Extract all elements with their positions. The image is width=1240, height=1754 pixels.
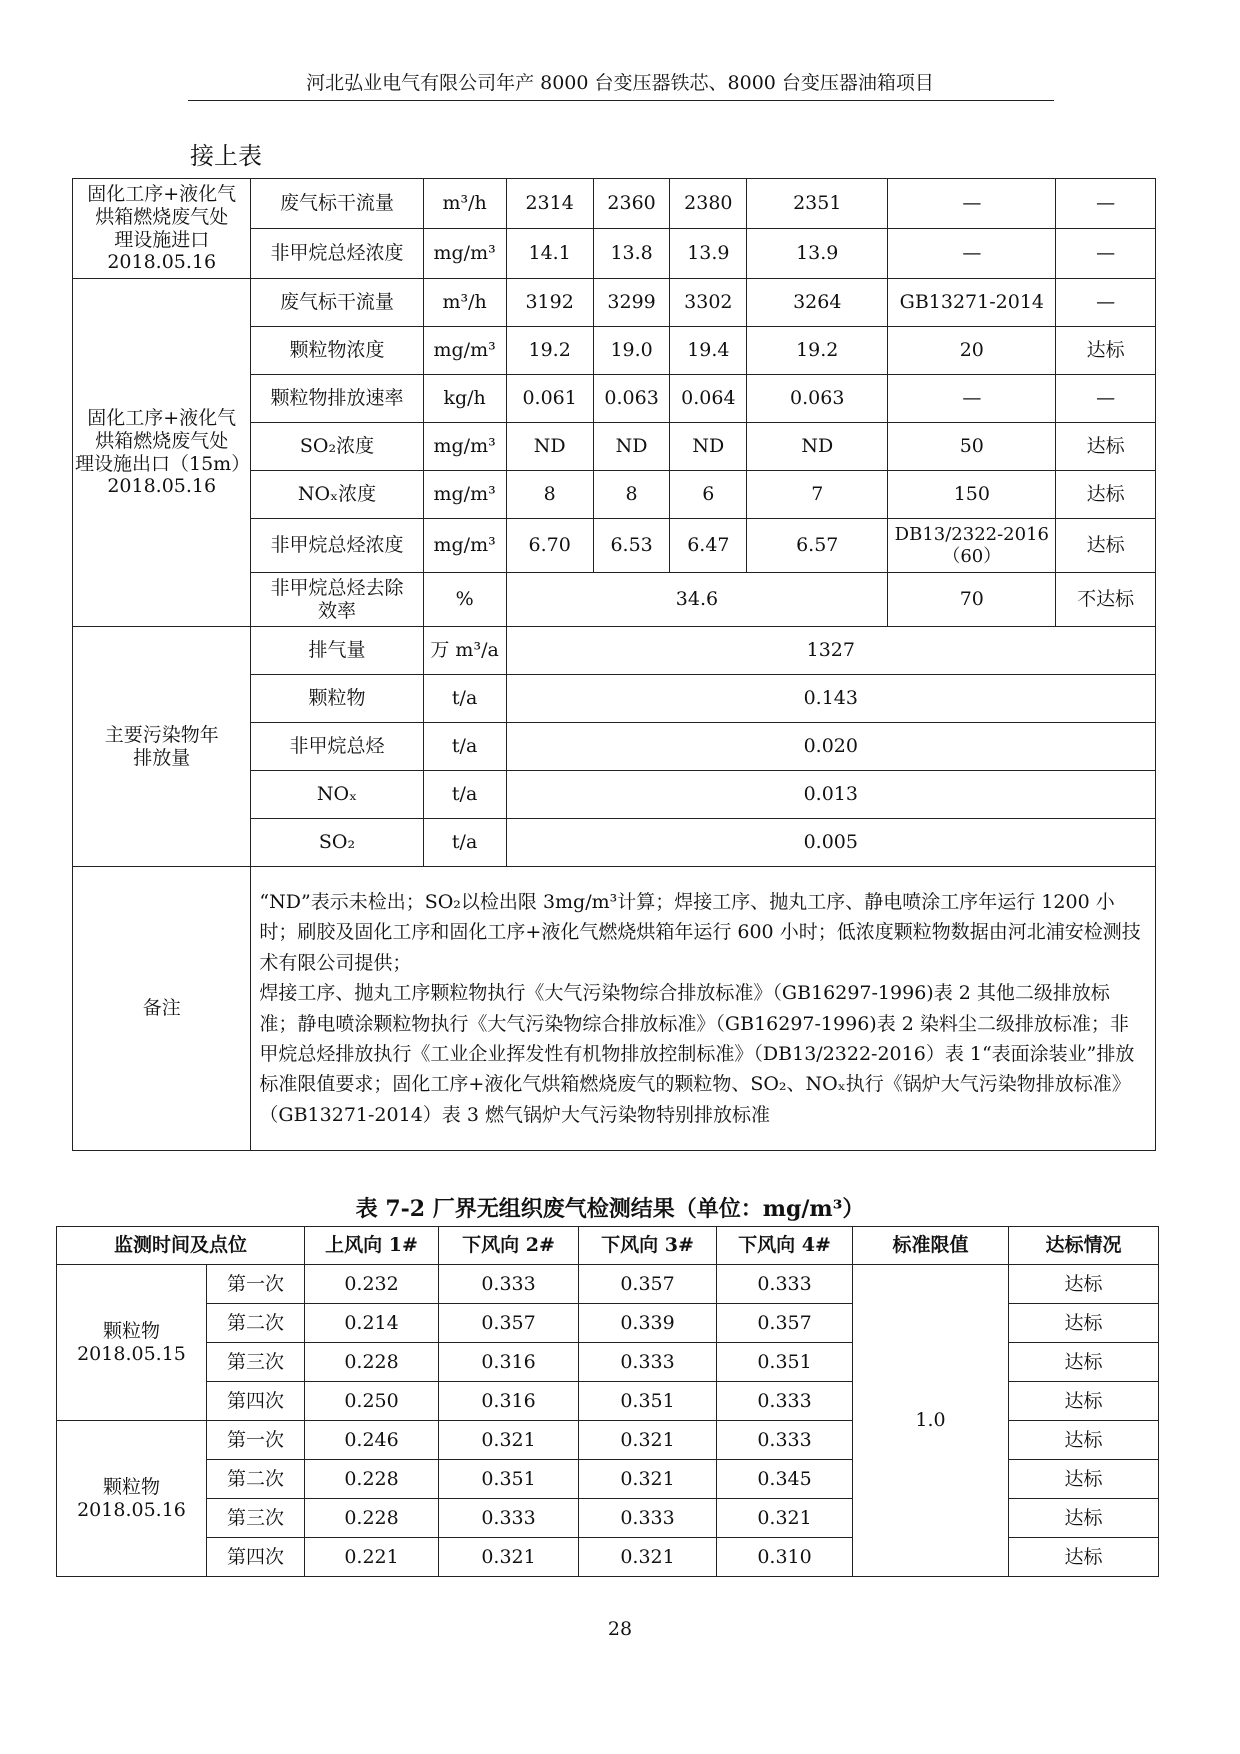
cell-unit: mg/m³ [423,519,506,573]
cell-unit: t/a [423,723,506,771]
cell-d3: 0.333 [579,1343,717,1382]
cell-status: 达标 [1009,1265,1159,1304]
cell-unit: mg/m³ [423,327,506,375]
cell-d2: 0.333 [439,1499,579,1538]
cell-annual-value: 0.020 [506,723,1155,771]
header-limit: 标准限值 [853,1227,1009,1265]
header-down3: 下风向 3# [579,1227,717,1265]
cell-avg: 3264 [747,279,888,327]
cell-d4: 0.357 [717,1304,853,1343]
table2-title: 表 7-2 厂界无组织废气检测结果（单位：mg/m³） [355,1196,865,1222]
cell-item: SO₂浓度 [251,423,423,471]
cell-status: 达标 [1009,1538,1159,1577]
cell-v3: 2380 [670,179,747,229]
cell-d3: 0.321 [579,1421,717,1460]
fugitive-emission-table [56,1226,1159,1577]
cell-status: 达标 [1009,1304,1159,1343]
cell-status: 达标 [1009,1421,1159,1460]
cell-item: NOₓ [251,771,423,819]
group-label: 颗粒物 2018.05.15 [57,1265,207,1421]
cell-d2: 0.316 [439,1343,579,1382]
cell-time: 第四次 [207,1382,305,1421]
cell-d2: 0.321 [439,1538,579,1577]
table-row [73,179,1156,229]
cell-item: 非甲烷总烃去除效率 [251,573,423,627]
cell-u1: 0.228 [305,1343,439,1382]
header-rule [188,100,1054,101]
cell-time: 第四次 [207,1538,305,1577]
cell-v2: 6.53 [593,519,670,573]
remark-paragraph: “ND”表示未检出；SO₂以检出限 3mg/m³计算；焊接工序、抛丸工序、静电喷涂工序年运行 1200 小时；刷胶及固化工序和固化工序+液化气燃烧烘箱年运行 600 小时；低浓度颗粒物数据由河北浦安检测技术有限公司提供； [259,890,1141,974]
cell-v1: 6.70 [506,519,593,573]
cell-unit: m³/h [423,179,506,229]
cell-v2: 2360 [593,179,670,229]
cell-v2: 0.063 [593,375,670,423]
cell-time: 第一次 [207,1421,305,1460]
cell-result: 达标 [1056,519,1156,573]
cell-unit: t/a [423,771,506,819]
cell-avg: 7 [747,471,888,519]
cell-standard: — [888,179,1056,229]
cell-d4: 0.351 [717,1343,853,1382]
cell-v3: 0.064 [670,375,747,423]
cell-unit: t/a [423,675,506,723]
cell-annual-value: 0.005 [506,819,1155,867]
page-header: 河北弘业电气有限公司年产 8000 台变压器铁芯、8000 台变压器油箱项目 [306,72,934,94]
cell-status: 达标 [1009,1343,1159,1382]
location-outlet: 固化工序+液化气 烘箱燃烧废气处 理设施出口（15m） 2018.05.16 [73,279,251,627]
cell-status: 达标 [1009,1382,1159,1421]
cell-d4: 0.333 [717,1382,853,1421]
cell-standard: 70 [888,573,1056,627]
cell-item: NOₓ浓度 [251,471,423,519]
emission-table-continued [72,178,1156,1151]
cell-result: 达标 [1056,423,1156,471]
cell-u1: 0.232 [305,1265,439,1304]
header-up1: 上风向 1# [305,1227,439,1265]
cell-result: 不达标 [1056,573,1156,627]
cell-d3: 0.333 [579,1499,717,1538]
page-number: 28 [607,1618,633,1640]
cell-avg: 13.9 [747,229,888,279]
cell-v1: 8 [506,471,593,519]
cell-avg: ND [747,423,888,471]
cell-item: 非甲烷总烃浓度 [251,519,423,573]
cell-v1: 14.1 [506,229,593,279]
cell-standard: DB13/2322-2016（60） [888,519,1056,573]
cell-result: — [1056,179,1156,229]
cell-d3: 0.321 [579,1460,717,1499]
cell-avg: 0.063 [747,375,888,423]
cell-v2: ND [593,423,670,471]
location-inlet: 固化工序+液化气 烘箱燃烧废气处 理设施进口 2018.05.16 [73,179,251,279]
cell-item: 排气量 [251,627,423,675]
cell-u1: 0.228 [305,1499,439,1538]
cell-result: — [1056,279,1156,327]
table-row [73,279,1156,327]
cell-item: SO₂ [251,819,423,867]
cell-unit: kg/h [423,375,506,423]
cell-d3: 0.321 [579,1538,717,1577]
cell-unit: m³/h [423,279,506,327]
cell-item: 颗粒物 [251,675,423,723]
group-label: 颗粒物 2018.05.16 [57,1421,207,1577]
cell-u1: 0.228 [305,1460,439,1499]
cell-v1: 3192 [506,279,593,327]
cell-d3: 0.351 [579,1382,717,1421]
cell-time: 第三次 [207,1499,305,1538]
cell-v1: 19.2 [506,327,593,375]
cell-d2: 0.321 [439,1421,579,1460]
cell-unit: 万 m³/a [423,627,506,675]
cell-d4: 0.333 [717,1421,853,1460]
cell-avg: 2351 [747,179,888,229]
cell-annual-value: 1327 [506,627,1155,675]
cell-unit: mg/m³ [423,471,506,519]
cell-result: 达标 [1056,327,1156,375]
cell-status: 达标 [1009,1460,1159,1499]
cell-u1: 0.214 [305,1304,439,1343]
cell-unit: t/a [423,819,506,867]
cell-v1: ND [506,423,593,471]
cell-result: — [1056,375,1156,423]
cell-annual-value: 0.013 [506,771,1155,819]
header-down4: 下风向 4# [717,1227,853,1265]
cell-v2: 19.0 [593,327,670,375]
cell-v1: 2314 [506,179,593,229]
cell-v2: 13.8 [593,229,670,279]
cell-u1: 0.246 [305,1421,439,1460]
cell-unit: % [423,573,506,627]
cell-d4: 0.321 [717,1499,853,1538]
cell-result: — [1056,229,1156,279]
table-row [57,1265,1159,1304]
cell-d2: 0.333 [439,1265,579,1304]
cell-time: 第二次 [207,1460,305,1499]
cell-item: 颗粒物浓度 [251,327,423,375]
cell-avg: 6.57 [747,519,888,573]
header-time-location: 监测时间及点位 [57,1227,305,1265]
cell-unit: mg/m³ [423,229,506,279]
cell-limit-value: 1.0 [853,1265,1009,1577]
cell-v3: 6.47 [670,519,747,573]
cell-item: 颗粒物排放速率 [251,375,423,423]
table-header-row [57,1227,1159,1265]
cell-v2: 3299 [593,279,670,327]
cell-item: 废气标干流量 [251,279,423,327]
cell-v1: 0.061 [506,375,593,423]
cell-d4: 0.310 [717,1538,853,1577]
cell-item: 非甲烷总烃 [251,723,423,771]
cell-u1: 0.221 [305,1538,439,1577]
cell-d4: 0.345 [717,1460,853,1499]
remark-label: 备注 [73,867,251,1151]
cell-annual-value: 0.143 [506,675,1155,723]
cell-v3: 13.9 [670,229,747,279]
cell-v3: 19.4 [670,327,747,375]
cell-status: 达标 [1009,1499,1159,1538]
cell-standard: 150 [888,471,1056,519]
table-row [73,627,1156,675]
cell-time: 第二次 [207,1304,305,1343]
cell-d2: 0.351 [439,1460,579,1499]
cell-d2: 0.316 [439,1382,579,1421]
cell-item: 废气标干流量 [251,179,423,229]
cell-v3: 6 [670,471,747,519]
cell-standard: — [888,229,1056,279]
cell-d4: 0.333 [717,1265,853,1304]
remark-content [251,867,1156,1151]
cell-v3: 3302 [670,279,747,327]
cell-result: 达标 [1056,471,1156,519]
header-down2: 下风向 2# [439,1227,579,1265]
remark-paragraph: 焊接工序、抛丸工序颗粒物执行《大气污染物综合排放标准》（GB16297-1996)表 2 其他二级排放标准；静电喷涂颗粒物执行《大气污染物综合排放标准》（GB16297-1996)表 2 染料尘二级排放标准；非甲烷总烃排放执行《工业企业挥发性有机物排放控制标准》（DB13/2322-2016）表 1“表面涂装业”排放标准限值要求；固化工序+液化气烘箱燃烧废气的颗粒物、SO₂、NOₓ执行《锅炉大气污染物排放标准》（GB13271-2014）表 3 燃气锅炉大气污染物特别排放标准 [259,982,1135,1126]
cell-time: 第三次 [207,1343,305,1382]
cell-item: 非甲烷总烃浓度 [251,229,423,279]
cell-time: 第一次 [207,1265,305,1304]
cell-standard: — [888,375,1056,423]
cell-unit: mg/m³ [423,423,506,471]
cell-standard: 50 [888,423,1056,471]
cell-standard: GB13271-2014 [888,279,1056,327]
continued-label: 接上表 [190,142,262,170]
table-row [73,867,1156,1151]
header-status: 达标情况 [1009,1227,1159,1265]
cell-d3: 0.357 [579,1265,717,1304]
cell-v3: ND [670,423,747,471]
cell-efficiency-value: 34.6 [506,573,888,627]
cell-u1: 0.250 [305,1382,439,1421]
cell-d3: 0.339 [579,1304,717,1343]
annual-label: 主要污染物年 排放量 [73,627,251,867]
cell-standard: 20 [888,327,1056,375]
cell-d2: 0.357 [439,1304,579,1343]
cell-avg: 19.2 [747,327,888,375]
cell-v2: 8 [593,471,670,519]
